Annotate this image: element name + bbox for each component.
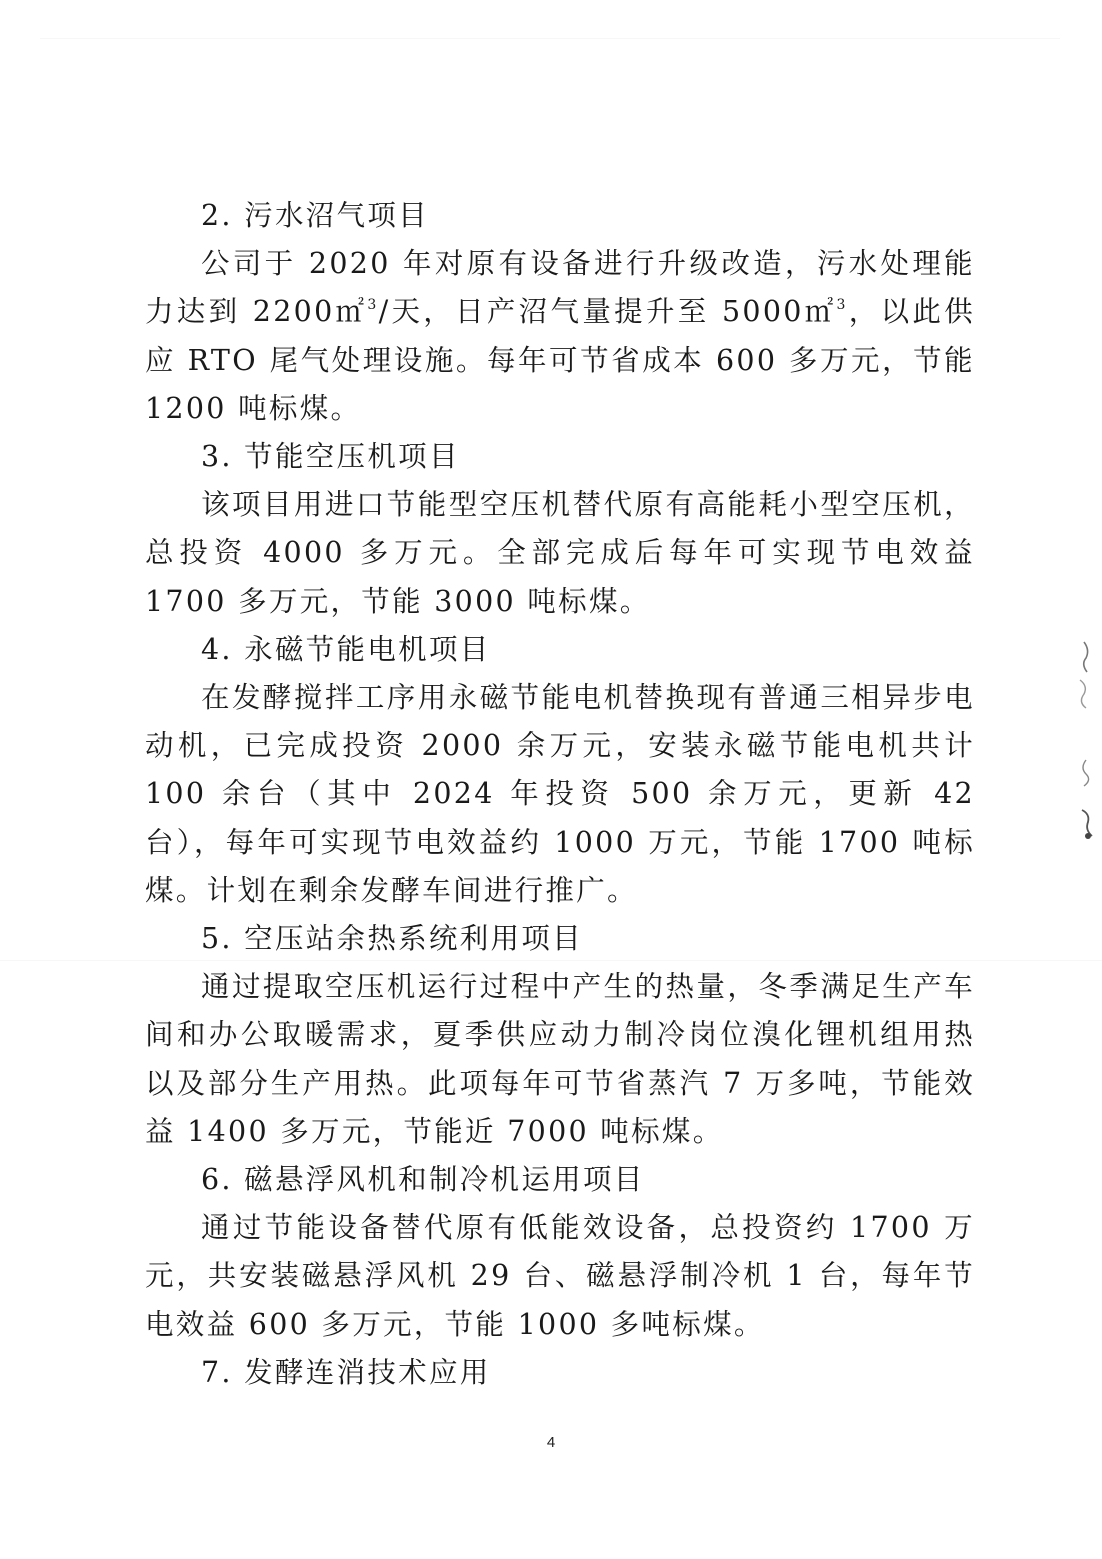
section-paragraph-6: 通过节能设备替代原有低能效设备，总投资约 1700 万元，共安装磁悬浮风机 29 台、磁悬浮制冷机 1 台，每年节电效益 600 多万元，节能 1000 多吨标煤。 bbox=[145, 1211, 975, 1341]
binding-hole-marks bbox=[1074, 640, 1096, 850]
page-number: 4 bbox=[546, 1434, 556, 1451]
section-heading-3: 3. 节能空压机项目 bbox=[201, 440, 460, 474]
scan-artifact-line bbox=[40, 38, 1060, 39]
superscript: 3 bbox=[367, 297, 379, 314]
paragraph-text: ，以此供应 RTO 尾气处理设施。每年可节省成本 600 多万元，节能 1200 吨标煤。 bbox=[145, 295, 975, 425]
section-heading-5: 5. 空压站余热系统利用项目 bbox=[201, 922, 583, 956]
section-paragraph-4: 在发酵搅拌工序用永磁节能电机替换现有普通三相异步电动机，已完成投资 2000 余万元，安装永磁节能电机共计 100 余台（其中 2024 年投资 500 余万元，更新 42 台），每年可实现节电效益约 1000 万元，节能 1700 吨标煤。计划在剩余发酵车间进行推广。 bbox=[145, 681, 975, 907]
section-paragraph-3: 该项目用进口节能型空压机替代原有高能耗小型空压机，总投资 4000 多万元。全部完成后每年可实现节电效益 1700 多万元，节能 3000 吨标煤。 bbox=[145, 488, 975, 618]
section-paragraph-5: 通过提取空压机运行过程中产生的热量，冬季满足生产车间和办公取暖需求，夏季供应动力制冷岗位溴化锂机组用热以及部分生产用热。此项每年可节省蒸汽 7 万多吨，节能效益 1400 多万元，节能近 7000 吨标煤。 bbox=[145, 970, 975, 1148]
superscript: 3 bbox=[836, 297, 848, 314]
section-heading-6: 6. 磁悬浮风机和制冷机运用项目 bbox=[201, 1163, 645, 1197]
section-heading-7: 7. 发酵连消技术应用 bbox=[201, 1355, 491, 1389]
section-heading-4: 4. 永磁节能电机项目 bbox=[201, 632, 491, 666]
paragraph-text: 公司于 2020 年对原有设备进行升级改造，污水处理能力达到 2200㎡ bbox=[145, 247, 975, 329]
section-paragraph-2 bbox=[145, 240, 975, 433]
paragraph-text: /天，日产沼气量提升至 5000㎡ bbox=[378, 295, 837, 329]
document-body bbox=[145, 192, 975, 1397]
section-heading-2: 2. 污水沼气项目 bbox=[201, 199, 429, 232]
